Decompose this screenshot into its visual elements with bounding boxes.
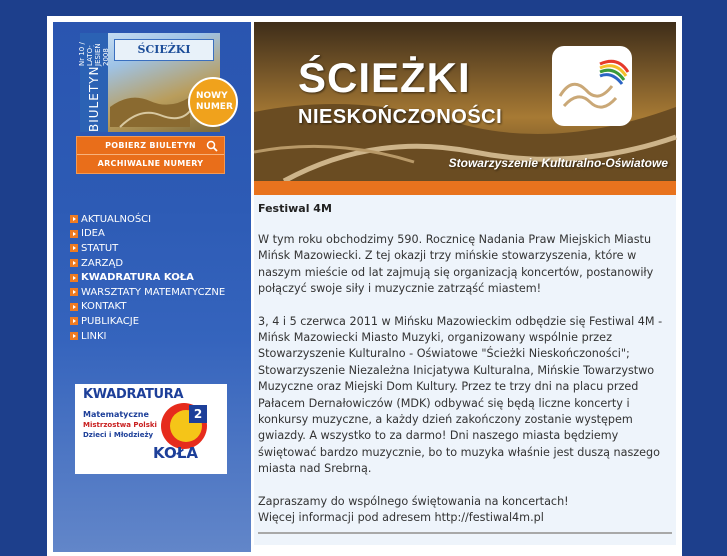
- new-issue-badge: [188, 77, 238, 127]
- banner-bottom-word: KOŁA: [153, 444, 198, 462]
- bulletin-spine-text: BIULETYN: [87, 65, 101, 132]
- site-tagline: Stowarzyszenie Kulturalno-Oświatowe: [448, 156, 668, 170]
- bulletin-cover[interactable]: [78, 33, 233, 132]
- nav-item-label: KWADRATURA KOŁA: [81, 272, 194, 284]
- main-navigation: [70, 212, 248, 343]
- nav-item-kwadratura-kola[interactable]: [70, 270, 248, 285]
- download-bulletin-link[interactable]: POBIERZ BIULETYN: [77, 137, 224, 155]
- article-title: Festiwal 4M: [258, 202, 332, 215]
- article-closing-line-2: Więcej informacji pod adresem http://festiwal4m.pl: [258, 511, 544, 525]
- arrow-bullet-icon: [70, 230, 78, 238]
- banner-line-3: Dzieci i Młodzieży: [83, 431, 154, 439]
- nav-item-warsztaty-matematyczne[interactable]: [70, 285, 248, 300]
- nav-item-zarzad[interactable]: [70, 256, 248, 271]
- nav-item-aktualnosci[interactable]: [70, 212, 248, 227]
- bulletin-cover-title: ŚCIEŻKI: [114, 39, 214, 61]
- main-content: [254, 195, 676, 545]
- nav-item-label: LINKI: [81, 330, 107, 342]
- article-paragraph: 3, 4 i 5 czerwca 2011 w Mińsku Mazowieckim odbędzie się Festiwal 4M - Mińsk Mazowiecki Miasto Muzyki, organizowany wspólnie przez Stowarzyszenie Kulturalno - Oświatowe "Ścieżki Nieskończoności"; Stowarzyszenie Niezależna Inicjatywa Kulturalna, Mińskie Towarzystwo Muzyczne oraz Miejski Dom Kultury. Przez te trzy dni na placu przed Pałacem Dernałowiczów (MDK) odbywać się będą liczne koncerty i konkursy muzyczne, a każdy dzień zakończony zostanie występem gwiazdy. A wszystko to za darmo! Dni naszego miasta będziemy świętować bardzo muzycznie, bo to muzyka właśnie jest duszą naszego miasta nad Srebrną.: [258, 314, 663, 476]
- arrow-bullet-icon: [70, 332, 78, 340]
- bulletin-spine: [80, 33, 108, 132]
- nav-item-label: STATUT: [81, 242, 119, 254]
- banner-title: KWADRATURA: [83, 387, 184, 402]
- banner-line-2: Mistrzostwa Polski: [83, 421, 157, 429]
- arrow-bullet-icon: [70, 244, 78, 252]
- nav-item-idea[interactable]: [70, 227, 248, 242]
- article-closing-line-1: Zapraszamy do wspólnego świętowania na koncertach!: [258, 494, 569, 508]
- header-accent-bar: [254, 181, 676, 195]
- magnifier-icon[interactable]: [206, 140, 218, 152]
- nav-item-label: IDEA: [81, 228, 105, 240]
- site-header: [254, 22, 676, 181]
- arrow-bullet-icon: [70, 288, 78, 296]
- bulletin-landscape-image: [110, 67, 190, 127]
- nav-item-label: KONTAKT: [81, 301, 127, 313]
- content-divider: [258, 532, 672, 534]
- nav-item-statut[interactable]: [70, 241, 248, 256]
- arrow-bullet-icon: [70, 317, 78, 325]
- nav-item-publikacje[interactable]: [70, 314, 248, 329]
- site-subtitle: NIESKOŃCZONOŚCI: [298, 106, 503, 128]
- bulletin-issue-text: Nr 10 / LATO-JESIEŃ 2008: [78, 41, 110, 66]
- bulletin-download-box: [76, 136, 225, 174]
- nav-item-label: AKTUALNOŚCI: [81, 213, 152, 225]
- nav-item-label: PUBLIKACJE: [81, 315, 140, 327]
- article-closing: [258, 494, 672, 527]
- site-title: ŚCIEŻKI: [298, 54, 471, 101]
- nav-item-kontakt[interactable]: [70, 300, 248, 315]
- archive-issues-link[interactable]: ARCHIWALNE NUMERY: [97, 159, 204, 168]
- article-paragraph: W tym roku obchodzimy 590. Rocznicę Nadania Praw Miejskich Miastu Mińsk Mazowiecki. Z tej okazji trzy mińskie stowarzyszenia, które w naszym mieście od lat zajmują się organizacją koncertów, postanowiły połączyć swoje siły i muzycznie zatrząść miastem!: [258, 233, 654, 296]
- arrow-bullet-icon: [70, 259, 78, 267]
- banner-square-graphic: 2: [189, 405, 207, 423]
- badge-line-1: NOWY: [196, 91, 228, 101]
- nav-item-linki[interactable]: [70, 329, 248, 344]
- nav-item-label: WARSZTATY MATEMATYCZNE: [81, 286, 226, 298]
- arrow-bullet-icon: [70, 274, 78, 282]
- arrow-bullet-icon: [70, 303, 78, 311]
- nav-item-label: ZARZĄD: [81, 257, 124, 269]
- badge-line-2: NUMER: [196, 102, 233, 112]
- arrow-bullet-icon: [70, 215, 78, 223]
- banner-line-1: Matematyczne: [83, 410, 149, 419]
- association-logo-icon: [552, 46, 632, 126]
- kwadratura-kola-banner[interactable]: [75, 384, 227, 474]
